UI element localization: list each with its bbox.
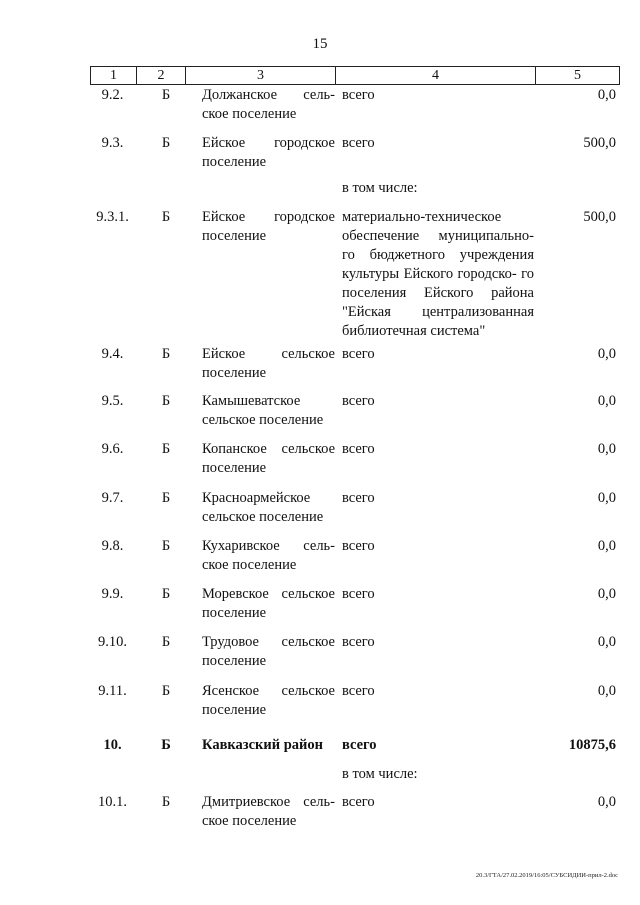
row-category: Б: [161, 346, 171, 362]
row-value: 500,0: [583, 135, 616, 151]
row-value: 0,0: [597, 346, 616, 362]
header-col-4: 4: [336, 67, 536, 84]
row-description: в том числе:: [342, 766, 418, 782]
row-description: всего: [342, 683, 375, 699]
row-description: всего: [342, 586, 375, 602]
row-description: всего: [342, 135, 375, 151]
row-number: 9.6.: [101, 441, 124, 457]
row-value: 0,0: [597, 538, 616, 554]
row-category: Б: [161, 393, 171, 409]
header-col-3: 3: [186, 67, 336, 84]
row-value: 0,0: [597, 490, 616, 506]
row-name: Ясенское сельское поселение: [202, 683, 335, 718]
row-category: Б: [161, 490, 171, 506]
row-category: Б: [161, 794, 171, 810]
row-number: 10.1.: [98, 794, 127, 810]
row-name: Красноармейское сельское поселение: [202, 490, 324, 525]
row-name: Ейское городское поселение: [202, 209, 335, 244]
row-number: 9.8.: [101, 538, 124, 554]
row-name: Трудовое сельское поселение: [202, 634, 335, 669]
row-description: всего: [342, 441, 375, 457]
row-description: всего: [342, 737, 377, 753]
row-number: 9.3.: [101, 135, 124, 151]
header-col-2: 2: [137, 67, 186, 84]
row-number: 9.11.: [98, 683, 127, 699]
row-category: Б: [161, 737, 171, 753]
row-name: Ейское сельское поселение: [202, 346, 335, 381]
row-name: Должанское сель- ское поселение: [202, 87, 335, 122]
header-col-1: 1: [91, 67, 137, 84]
page-number: 15: [312, 36, 328, 52]
row-name: Копанское сельское поселение: [202, 441, 335, 476]
row-description: всего: [342, 794, 375, 810]
row-name: Ейское городское поселение: [202, 135, 335, 170]
row-number: 9.3.1.: [96, 209, 129, 225]
row-description: всего: [342, 346, 375, 362]
row-name: Кавказский район: [202, 737, 324, 753]
row-description: в том числе:: [342, 180, 418, 196]
row-category: Б: [161, 87, 171, 103]
row-value: 0,0: [597, 794, 616, 810]
row-category: Б: [161, 209, 171, 225]
row-number: 9.9.: [101, 586, 124, 602]
row-value: 0,0: [597, 634, 616, 650]
row-value: 0,0: [597, 683, 616, 699]
row-description: всего: [342, 634, 375, 650]
row-value: 500,0: [583, 209, 616, 225]
row-category: Б: [161, 683, 171, 699]
row-description: материально-техническое обеспечение муниципально- го бюджетного учреждения культуры Ейского городско- го поселения Ейского района "Ейская централизованная библиотечная система": [342, 209, 534, 339]
row-description: всего: [342, 538, 375, 554]
row-category: Б: [161, 538, 171, 554]
row-value: 0,0: [597, 586, 616, 602]
header-col-5: 5: [574, 68, 581, 83]
row-name: Кухаривское сель- ское поселение: [202, 538, 335, 573]
row-category: Б: [161, 586, 171, 602]
row-value: 0,0: [597, 393, 616, 409]
row-description: всего: [342, 393, 375, 409]
row-number: 9.10.: [98, 634, 127, 650]
row-number: 9.7.: [101, 490, 124, 506]
row-value: 0,0: [597, 87, 616, 103]
row-category: Б: [161, 634, 171, 650]
row-name: Дмитриевское сель- ское поселение: [202, 794, 335, 829]
row-number: 9.5.: [101, 393, 124, 409]
document-footer-path: 20.3/ГТА/27.02.2019/16:05/СУБСИДИИ-прил-2.doc: [475, 872, 618, 879]
row-number: 9.4.: [101, 346, 124, 362]
row-name: Камышеватское сельское поселение: [202, 393, 324, 428]
row-category: Б: [161, 441, 171, 457]
row-name: Моревское сельское поселение: [202, 586, 335, 621]
row-value: 0,0: [597, 441, 616, 457]
row-category: Б: [161, 135, 171, 151]
row-description: всего: [342, 87, 375, 103]
row-description: всего: [342, 490, 375, 506]
row-value: 10875,6: [568, 737, 616, 753]
row-number: 9.2.: [101, 87, 124, 103]
row-number: 10.: [103, 737, 122, 753]
